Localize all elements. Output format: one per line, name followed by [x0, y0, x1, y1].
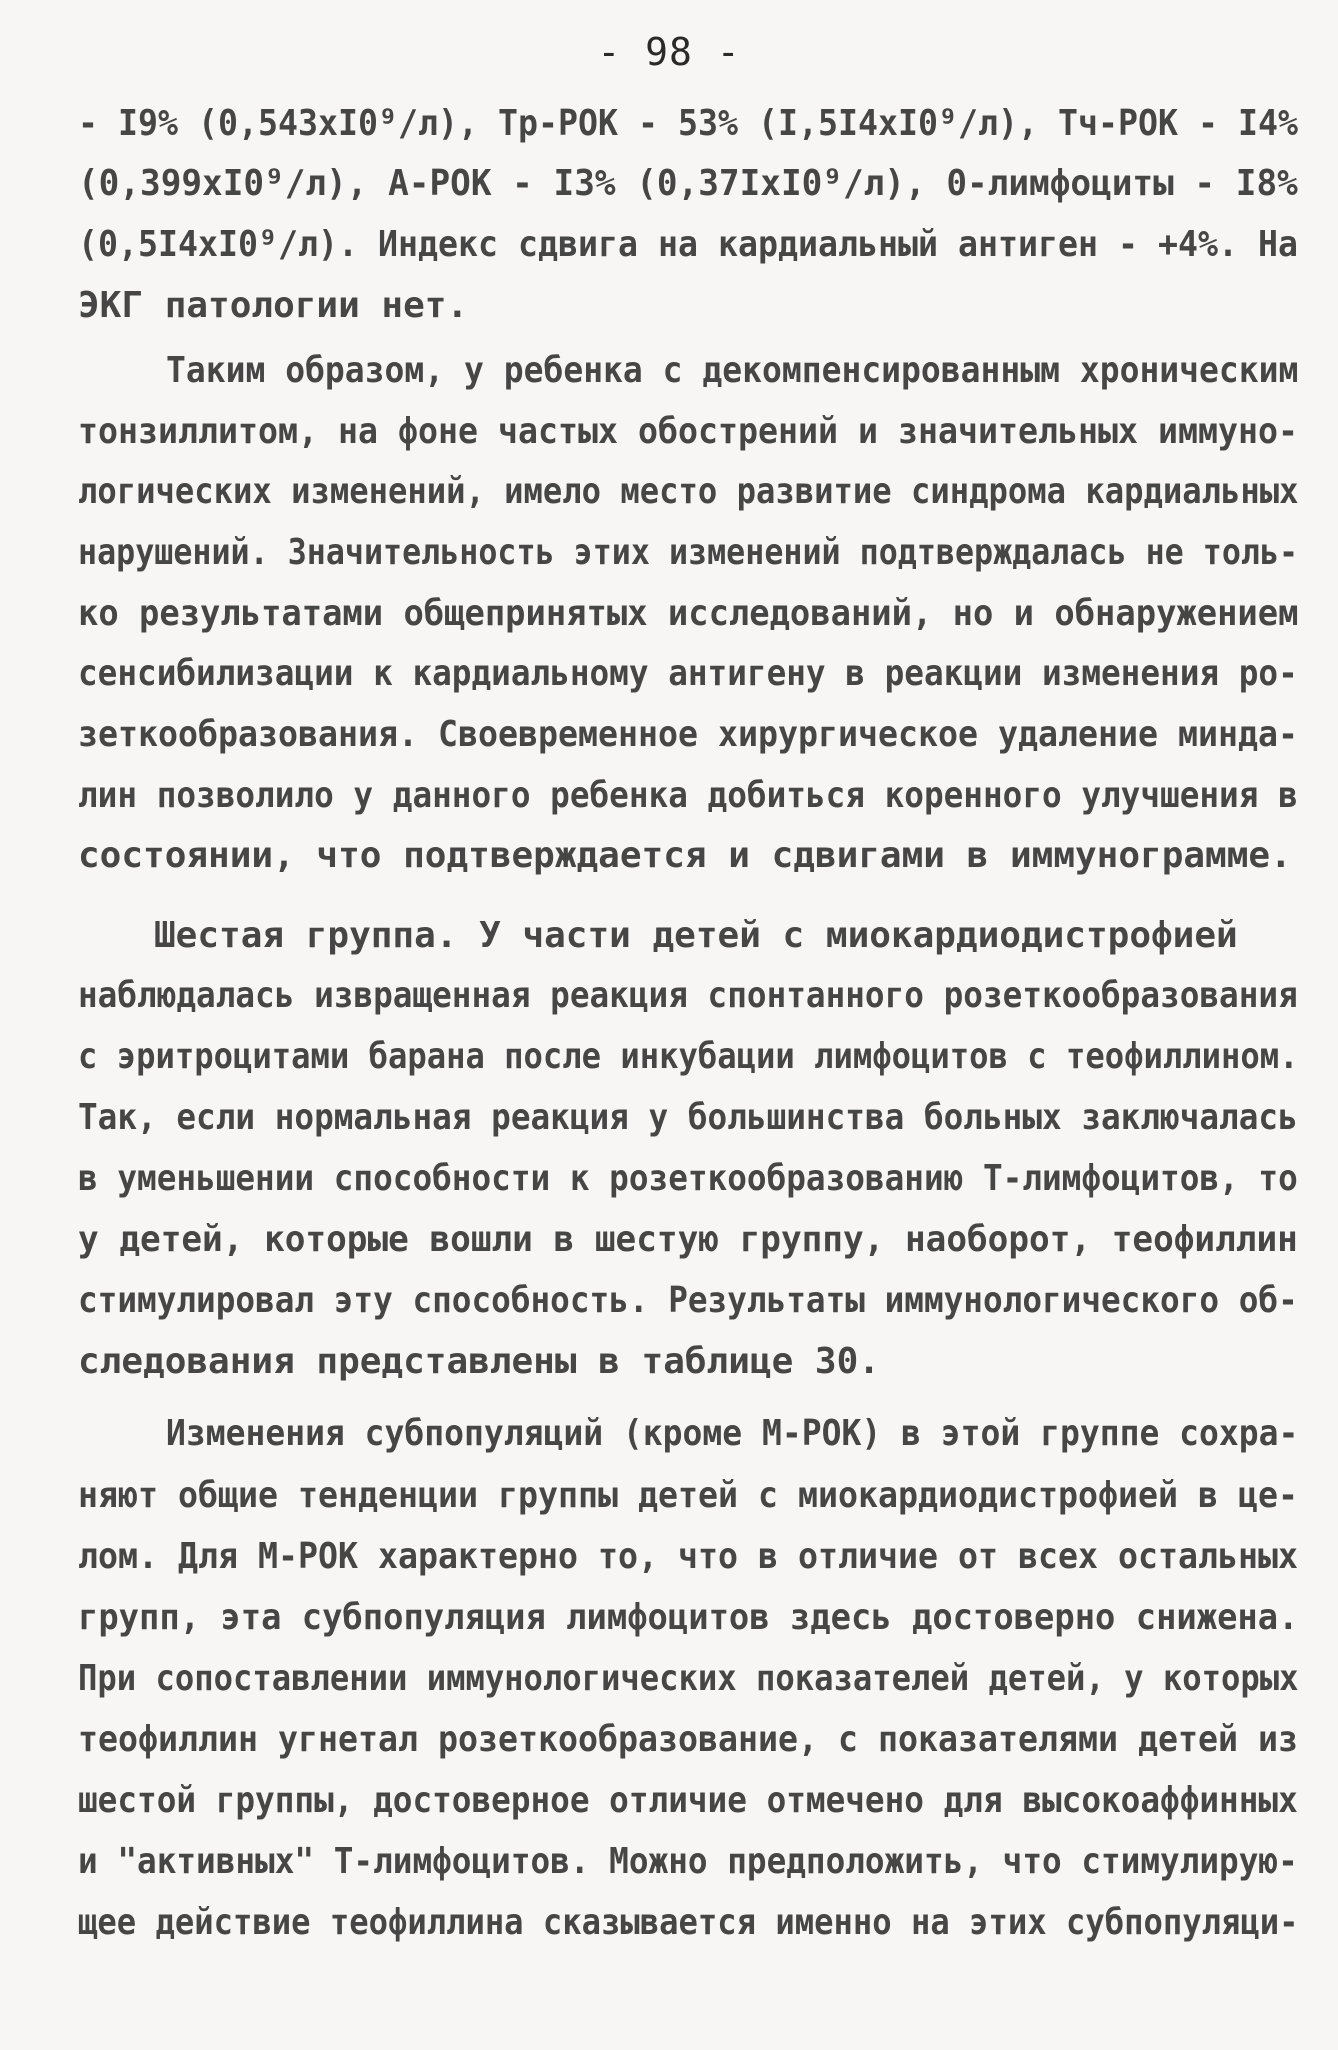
text-line: групп, эта субпопуляция лимфоцитов здесь достоверно снижена. — [78, 1597, 1299, 1638]
text-line: теофиллин угнетал розеткообразование, с показателями детей из — [78, 1719, 1299, 1760]
text-line: стимулировал эту способность. Результаты иммунологического об- — [78, 1280, 1298, 1321]
text-line: (0,5I4xI0⁹/л). Индекс сдвига на кардиальный антиген - +4%. На — [78, 224, 1299, 265]
text-line: наблюдалась извращенная реакция спонтанного розеткообразования — [78, 975, 1298, 1016]
text-line: ЭКГ патологии нет. — [78, 285, 469, 326]
text-line: лин позволило у данного ребенка добиться коренного улучшения в — [78, 775, 1298, 816]
text-line: няют общие тенденции группы детей с миокардиодистрофией в це- — [78, 1475, 1299, 1516]
text-line: Изменения субпопуляций (кроме М-РОК) в этой группе сохра- — [166, 1413, 1299, 1454]
text-line: - I9% (0,543xI0⁹/л), Тр-РОК - 53% (I,5I4xI0⁹/л), Тч-РОК - I4% — [78, 103, 1299, 144]
text-line: Так, если нормальная реакция у большинства больных заключалась — [78, 1097, 1298, 1138]
text-line: (0,399xI0⁹/л), А-РОК - I3% (0,37IxI0⁹/л), 0-лимфоциты - I8% — [78, 163, 1298, 204]
text-line: шестой группы, достоверное отличие отмечено для высокоаффинных — [78, 1780, 1298, 1821]
page-number: - 98 - — [597, 30, 741, 74]
text-line: сенсибилизации к кардиальному антигену в реакции изменения ро- — [78, 653, 1298, 694]
text-line: Шестая группа. У части детей с миокардиодистрофией — [154, 915, 1238, 956]
text-line: и "активных" Т-лимфоцитов. Можно предположить, что стимулирую- — [78, 1841, 1298, 1882]
text-line: следования представлены в таблице 30. — [78, 1341, 880, 1382]
text-line: Таким образом, у ребенка с декомпенсированным хроническим — [166, 350, 1299, 391]
text-line: лом. Для М-РОК характерно то, что в отличие от всех остальных — [78, 1536, 1299, 1577]
text-line: щее действие теофиллина сказывается именно на этих субпопуляци- — [78, 1902, 1299, 1943]
text-line: нарушений. Значительность этих изменений подтверждалась не толь- — [78, 532, 1299, 573]
text-line: в уменьшении способности к розеткообразованию Т-лимфоцитов, то — [78, 1158, 1298, 1199]
text-line: зеткообразования. Своевременное хирургическое удаление минда- — [78, 714, 1299, 755]
text-line: тонзиллитом, на фоне частых обострений и значительных иммуно- — [78, 411, 1299, 452]
text-line: ко результатами общепринятых исследований, но и обнаружением — [78, 593, 1299, 634]
text-line: состоянии, что подтверждается и сдвигами в иммунограмме. — [78, 835, 1292, 876]
text-line: у детей, которые вошли в шестую группу, наоборот, теофиллин — [78, 1219, 1298, 1260]
text-line: При сопоставлении иммунологических показателей детей, у которых — [78, 1658, 1299, 1699]
text-line: логических изменений, имело место развитие синдрома кардиальных — [78, 471, 1299, 512]
text-line: с эритроцитами барана после инкубации лимфоцитов с теофиллином. — [78, 1036, 1299, 1077]
